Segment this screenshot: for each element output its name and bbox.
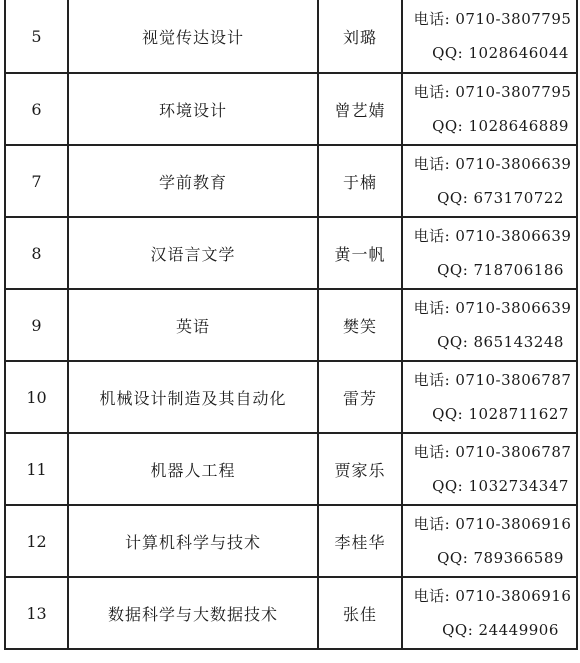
table-row [5, 217, 577, 289]
contact-person: 樊笑 [318, 289, 402, 361]
qq-number: QQ: 1028646044 [432, 44, 569, 62]
qq-number: QQ: 1028711627 [432, 405, 569, 423]
contact-person: 曾艺婧 [318, 73, 402, 145]
contact-person: 雷芳 [318, 361, 402, 433]
row-number: 5 [5, 0, 68, 73]
phone-number: 电话: 0710-3806916 [413, 587, 572, 605]
table-row [5, 145, 577, 217]
row-number: 12 [5, 505, 68, 577]
major-name: 汉语言文学 [68, 217, 318, 289]
table-row [5, 289, 577, 361]
phone-number: 电话: 0710-3807795 [413, 83, 572, 101]
contact-info [402, 361, 577, 433]
contact-person: 贾家乐 [318, 433, 402, 505]
contact-info [402, 73, 577, 145]
qq-number: QQ: 1028646889 [432, 117, 569, 135]
qq-number: QQ: 1032734347 [432, 477, 569, 495]
contact-person: 黄一帆 [318, 217, 402, 289]
table-row [5, 0, 577, 73]
major-name: 计算机科学与技术 [68, 505, 318, 577]
qq-number: QQ: 24449906 [442, 621, 559, 639]
row-number: 9 [5, 289, 68, 361]
row-number: 8 [5, 217, 68, 289]
contact-info [402, 0, 577, 73]
contact-table [4, 0, 578, 650]
phone-number: 电话: 0710-3806787 [413, 443, 572, 461]
qq-number: QQ: 865143248 [437, 333, 564, 351]
major-name: 英语 [68, 289, 318, 361]
contact-info [402, 289, 577, 361]
row-number: 6 [5, 73, 68, 145]
major-name: 视觉传达设计 [68, 0, 318, 73]
contact-info [402, 433, 577, 505]
phone-number: 电话: 0710-3806639 [413, 155, 572, 173]
contact-person: 李桂华 [318, 505, 402, 577]
table-row [5, 577, 577, 649]
row-number: 13 [5, 577, 68, 649]
contact-person: 刘璐 [318, 0, 402, 73]
qq-number: QQ: 789366589 [437, 549, 564, 567]
contact-person: 张佳 [318, 577, 402, 649]
qq-number: QQ: 718706186 [437, 261, 564, 279]
row-number: 7 [5, 145, 68, 217]
major-name: 学前教育 [68, 145, 318, 217]
major-name: 机械设计制造及其自动化 [68, 361, 318, 433]
phone-number: 电话: 0710-3806639 [413, 299, 572, 317]
major-name: 数据科学与大数据技术 [68, 577, 318, 649]
contact-info [402, 217, 577, 289]
qq-number: QQ: 673170722 [437, 189, 564, 207]
table-row [5, 73, 577, 145]
contact-info [402, 145, 577, 217]
contact-info [402, 505, 577, 577]
phone-number: 电话: 0710-3807795 [413, 10, 572, 28]
contact-info [402, 577, 577, 649]
phone-number: 电话: 0710-3806916 [413, 515, 572, 533]
row-number: 10 [5, 361, 68, 433]
major-name: 机器人工程 [68, 433, 318, 505]
table-row [5, 505, 577, 577]
contact-person: 于楠 [318, 145, 402, 217]
table-row [5, 433, 577, 505]
phone-number: 电话: 0710-3806787 [413, 371, 572, 389]
phone-number: 电话: 0710-3806639 [413, 227, 572, 245]
row-number: 11 [5, 433, 68, 505]
major-name: 环境设计 [68, 73, 318, 145]
table-row [5, 361, 577, 433]
